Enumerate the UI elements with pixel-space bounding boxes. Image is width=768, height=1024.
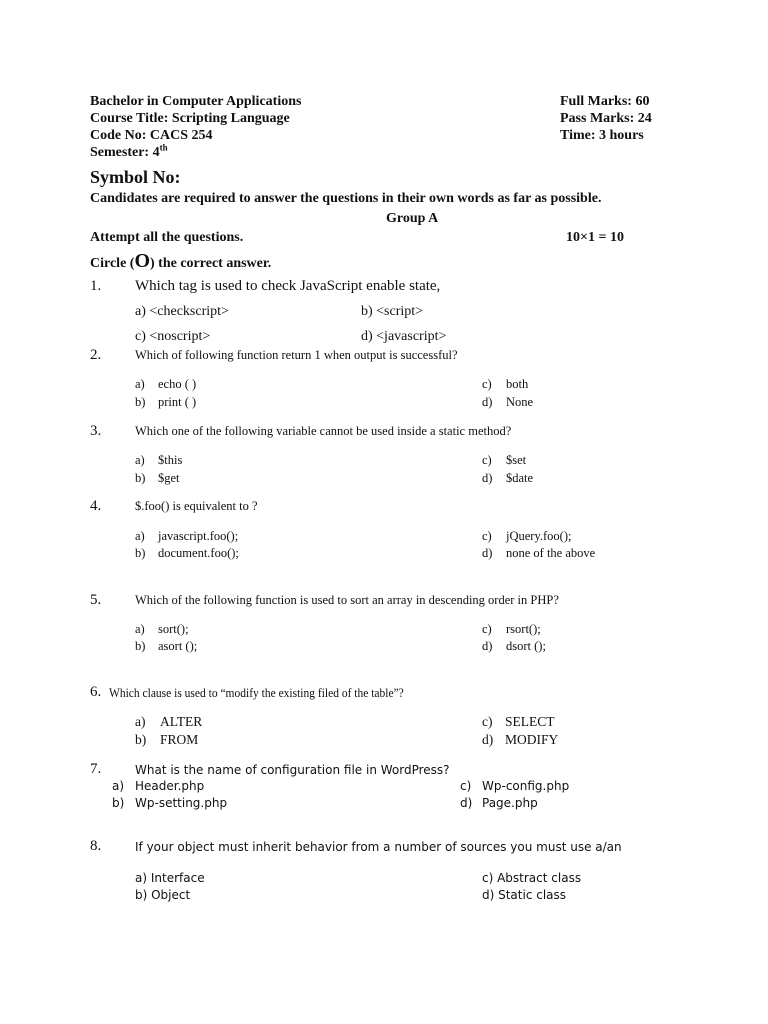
q6-option-d: MODIFY [505, 732, 559, 747]
circle-symbol: O [134, 250, 151, 272]
q7-option-d: Page.php [482, 796, 538, 810]
q8-option-d: d) Static class [482, 888, 567, 902]
q6-option-c: SELECT [505, 714, 555, 729]
q2-option-a-letter: a) [135, 377, 145, 391]
q2-text: Which of following function return 1 when output is successful? [135, 348, 458, 362]
header-semester [90, 144, 168, 161]
header-time: Time: 3 hours [560, 128, 644, 143]
q4-option-b: document.foo(); [158, 546, 239, 560]
header-program: Bachelor in Computer Applications [90, 94, 302, 109]
group-title: Group A [386, 211, 439, 226]
q8-option-c: c) Abstract class [482, 871, 582, 885]
q4-option-c-letter: c) [482, 529, 492, 543]
q5-number: 5. [90, 592, 102, 608]
q4-option-b-letter: b) [135, 546, 146, 560]
q2-option-b: print ( ) [158, 395, 197, 409]
q2-option-a: echo ( ) [158, 377, 197, 391]
q8-option-b: b) Object [135, 888, 191, 902]
q5-option-d-letter: d) [482, 639, 493, 653]
q7-option-c: Wp-config.php [482, 779, 570, 793]
semester-suffix: th [159, 142, 168, 153]
q7-option-b: Wp-setting.php [135, 796, 228, 810]
q2-option-d-letter: d) [482, 395, 493, 409]
q7-option-a: Header.php [135, 779, 205, 793]
symbol-no: Symbol No: [90, 167, 181, 187]
q2-option-c: both [506, 377, 529, 391]
q7-option-a-letter: a) [112, 779, 125, 793]
q3-option-d: $date [506, 471, 534, 485]
q8-number: 8. [90, 838, 102, 854]
q3-number: 3. [90, 423, 102, 439]
q1-text: Which tag is used to check JavaScript enable state, [135, 278, 441, 294]
q5-option-d: dsort (); [506, 639, 546, 653]
q3-option-b-letter: b) [135, 471, 146, 485]
q4-text: $.foo() is equivalent to ? [135, 499, 258, 513]
q5-option-c: rsort(); [506, 622, 541, 636]
q2-number: 2. [90, 347, 102, 363]
q8-option-a: a) Interface [135, 871, 205, 885]
q4-option-d: none of the above [506, 546, 596, 560]
q5-option-b-letter: b) [135, 639, 146, 653]
q7-option-b-letter: b) [112, 796, 125, 810]
q5-text: Which of the following function is used to sort an array in descending order in PHP? [135, 593, 559, 607]
q1-option-a: a) <checkscript> [135, 304, 229, 319]
q1-option-c: c) <noscript> [135, 329, 211, 344]
q5-option-c-letter: c) [482, 622, 492, 636]
q7-text: What is the name of configuration file in WordPress? [135, 763, 450, 777]
header-pass-marks: Pass Marks: 24 [560, 111, 652, 126]
q1-option-d: d) <javascript> [361, 329, 447, 344]
q7-option-c-letter: c) [460, 779, 472, 793]
header-code-no: Code No: CACS 254 [90, 128, 213, 143]
q6-option-c-letter: c) [482, 714, 493, 729]
q6-option-d-letter: d) [482, 732, 494, 747]
q6-text: Which clause is used to “modify the existing filed of the table”? [109, 686, 404, 700]
q2-option-b-letter: b) [135, 395, 146, 409]
q4-option-c: jQuery.foo(); [506, 529, 572, 543]
marks-distribution: 10×1 = 10 [566, 230, 624, 245]
q2-option-d: None [506, 395, 534, 409]
q4-number: 4. [90, 498, 102, 514]
q3-option-c-letter: c) [482, 453, 492, 467]
q3-text: Which one of the following variable cannot be used inside a static method? [135, 424, 512, 438]
q3-option-a: $this [158, 453, 183, 467]
instructions: Candidates are required to answer the questions in their own words as far as possible. [90, 191, 602, 206]
circle-instruction [90, 250, 271, 273]
circle-after: ) the correct answer. [150, 256, 272, 271]
q8-text: If your object must inherit behavior from a number of sources you must use a/an [135, 840, 622, 854]
q6-option-b-letter: b) [135, 732, 147, 747]
q3-option-c: $set [506, 453, 527, 467]
q6-number: 6. [90, 684, 102, 700]
q4-option-d-letter: d) [482, 546, 493, 560]
q4-option-a-letter: a) [135, 529, 145, 543]
q7-option-d-letter: d) [460, 796, 473, 810]
q1-option-b: b) <script> [361, 304, 424, 319]
semester-label: Semester: 4 [90, 145, 160, 160]
header-course-title: Course Title: Scripting Language [90, 111, 290, 126]
circle-before: Circle ( [90, 256, 135, 271]
q6-option-a-letter: a) [135, 714, 146, 729]
q2-option-c-letter: c) [482, 377, 492, 391]
header-full-marks: Full Marks: 60 [560, 94, 650, 109]
q5-option-a-letter: a) [135, 622, 145, 636]
q5-option-a: sort(); [158, 622, 189, 636]
q6-option-a: ALTER [160, 714, 203, 729]
q6-option-b: FROM [160, 732, 199, 747]
q1-number: 1. [90, 278, 102, 294]
q7-number: 7. [90, 761, 102, 777]
q3-option-a-letter: a) [135, 453, 145, 467]
q5-option-b: asort (); [158, 639, 198, 653]
q3-option-d-letter: d) [482, 471, 493, 485]
q3-option-b: $get [158, 471, 180, 485]
attempt-all: Attempt all the questions. [90, 230, 244, 245]
q4-option-a: javascript.foo(); [158, 529, 239, 543]
